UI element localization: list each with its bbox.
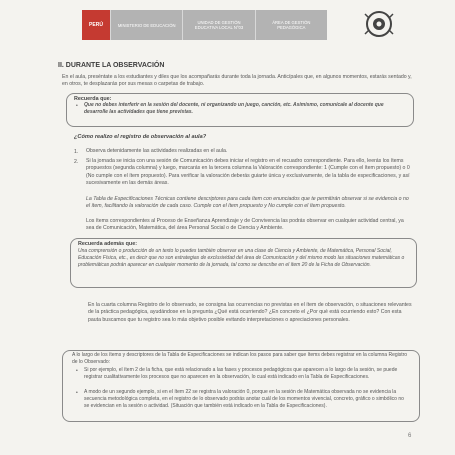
header-cell-ugel: UNIDAD DE GESTIÓN EDUCATIVA LOCAL N°03 — [182, 10, 254, 40]
reminder-2-title: Recuerda además que: — [78, 241, 138, 247]
steps-bullet-1: Si por ejemplo, el ítem 2 de la ficha, que está relacionado a las fases y procesos pedagógicos que aparecen a lo largo de la sesión, se puede registrar cualitativamente los procesos que no aparecen en la observación, lo cual está indicado en la Tabla de Especificaciones. — [84, 367, 398, 380]
steps-bullet-2: A modo de un segundo ejemplo, si en el ítem 22 se registra la valoración 0, porque en la sesión de Matemática observada no se evidencia la secuencia metodológica completa, en el registro de lo observado podrás anotar cuál de los momentos vivencial, concreto, gráfico o simbólico no se evidencian en la sesión o actividad. (Situación que también está indicado en la Tabla de Especificaciones). — [84, 389, 404, 409]
institution-logo-icon — [355, 8, 403, 40]
bullet-icon: • — [76, 390, 78, 396]
list-item-text: Si la jornada se inicia con una sesión de Comunicación debes iniciar el registro en el recuadro correspondiente. Para ello, leerás los ítems propuestos (segunda columna) y luego, marcarás en la tercera columna la Valoración correspondiente: 1 (Cumple con el ítem propuesto) o 0 (No cumple con el ítem propuesto). Para verificar la valoración deberás guiarte única y exclusivamente, de la tabla de especificaciones, y así sucesivamente en las demás áreas. — [86, 158, 410, 187]
header-band — [82, 10, 327, 40]
page-number: 6 — [408, 433, 412, 439]
list-number: 1. — [74, 149, 79, 155]
list-number: 2. — [74, 159, 79, 165]
list-item-text: Observa detenidamente las actividades realizadas en el aula. — [86, 148, 228, 154]
steps-intro: A lo largo de los ítems y descriptores de la Tabla de Especificaciones se indican los pasos para saber que ítems debes registrar en la columna Registro de lo Observado: — [72, 352, 408, 365]
question-heading: ¿Cómo realizo el registro de observación al aula? — [74, 134, 207, 140]
spec-table-paragraph: La Tabla de Especificaciones Técnicas contiene descriptores para cada ítem con enunciados que te permitirán observar si se evidencia o no el ítem, facilitando la valoración de cada caso. Cumple con el ítem propuesto y No cumple con el ítem propuesto. — [86, 196, 409, 210]
header-cell-ministry: MINISTERIO DE EDUCACIÓN — [110, 10, 182, 40]
reminder-2-text: Una comprensión o producción de un texto lo puedes también observar en una clase de Ciencia y Ambiente, de Matemática, Personal Social, Educación Física, etc., es decir que no son estrategias de exclusividad del área de Comunicación y del mismo modo las situaciones matemáticas o problemáticas podrán aparecer en cualquier momento de la jornada, tal como se describe en el ítem 20 de la Ficha de Observación. — [78, 248, 405, 268]
section-title: II. DURANTE LA OBSERVACIÓN — [58, 62, 165, 69]
bullet-icon: • — [76, 103, 78, 109]
peru-logo: PERÚ — [82, 10, 110, 40]
bullet-icon: • — [76, 368, 78, 374]
reminder-title: Recuerda que: — [74, 96, 112, 102]
header-cell-area: ÁREA DE GESTIÓN PEDAGÓGICA — [255, 10, 327, 40]
reminder-text: Que no debes interferir en la sesión del docente, ni organizando un juego, canción, etc. Asimismo, comunícale al docente que desarrolle las actividades que tiene previstas. — [84, 102, 384, 115]
intro-paragraph: En el aula, preséntate a los estudiantes y diles que los acompañarás durante toda la jornada. Anticípales que, en algunos momentos, estarás sentado y, en otros, te desplazarás por sus mesas o carpetas de trabajo. — [62, 74, 412, 88]
items-paragraph: Los ítems correspondientes al Proceso de Enseñanza Aprendizaje y de Convivencia las podrás observar en cualquier actividad central, ya sea de Comunicación, Matemática, del área Personal Social o de Ciencia y Ambiente. — [86, 218, 404, 232]
fourth-column-paragraph: En la cuarta columna Registro de lo observado, se consigna las ocurrencias no previstas en el ítem de observación, o situaciones relevantes de la práctica pedagógica, ayudándose en la pregunta ¿Qué está ocurriendo? ¿En concreto el ¿Por qué está ocurriendo esto? Con esta pauta buscamos que tu registro sea lo más objetivo posible evitando interpretaciones o apreciaciones personales. — [88, 302, 412, 323]
